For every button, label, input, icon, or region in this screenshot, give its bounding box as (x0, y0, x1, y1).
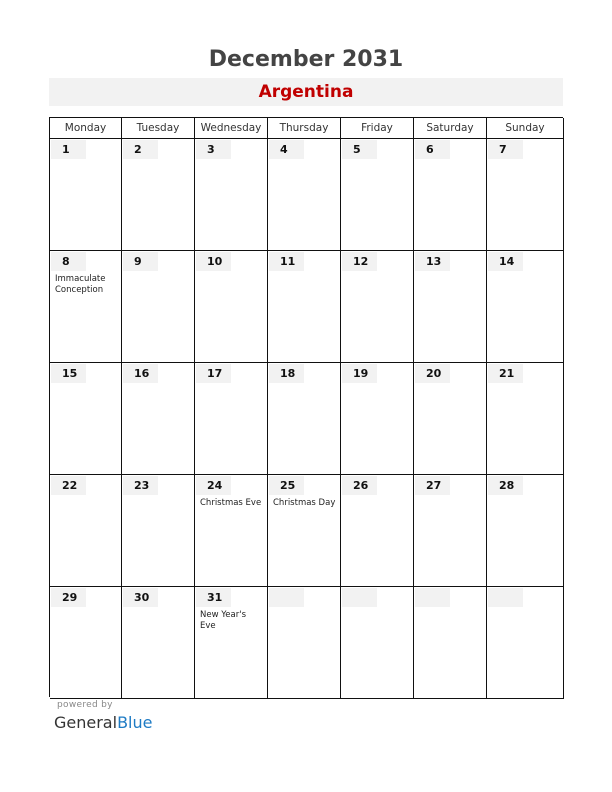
day-number: 3 (196, 140, 231, 159)
weekday-saturday: Saturday (414, 118, 487, 139)
day-number (415, 588, 450, 607)
weekday-monday: Monday (50, 118, 122, 139)
day-number: 10 (196, 252, 231, 271)
day-cell (50, 251, 122, 363)
day-cell (195, 475, 268, 587)
day-number: 11 (269, 252, 304, 271)
holiday-label: Christmas Day (273, 498, 336, 508)
day-cell (268, 139, 341, 251)
powered-by-text: powered by (57, 700, 113, 710)
day-cell (487, 475, 564, 587)
holiday-label: New Year's Eve (200, 610, 247, 631)
day-number (488, 588, 523, 607)
weekday-sunday: Sunday (487, 118, 564, 139)
day-number: 18 (269, 364, 304, 383)
day-number: 12 (342, 252, 377, 271)
day-cell (414, 587, 487, 699)
day-number: 13 (415, 252, 450, 271)
day-cell (414, 139, 487, 251)
day-cell (487, 587, 564, 699)
day-number: 21 (488, 364, 523, 383)
holiday-label: Immaculate Conception (55, 274, 106, 295)
logo-blue-text: Blue (117, 713, 153, 732)
day-cell (50, 587, 122, 699)
day-number: 20 (415, 364, 450, 383)
holiday-label: Christmas Eve (200, 498, 262, 508)
day-number: 14 (488, 252, 523, 271)
day-cell (414, 251, 487, 363)
week-row (50, 251, 563, 363)
weekday-wednesday: Wednesday (195, 118, 268, 139)
day-cell (122, 363, 195, 475)
day-cell (268, 251, 341, 363)
day-cell (122, 251, 195, 363)
day-cell (195, 139, 268, 251)
week-row (50, 587, 563, 699)
day-cell (195, 587, 268, 699)
day-number: 30 (123, 588, 158, 607)
calendar-grid (49, 117, 563, 697)
weekday-header-row (50, 118, 563, 139)
day-number: 23 (123, 476, 158, 495)
day-cell (50, 363, 122, 475)
day-cell (122, 475, 195, 587)
day-cell (487, 139, 564, 251)
day-number: 22 (51, 476, 86, 495)
week-row (50, 475, 563, 587)
day-cell (341, 587, 414, 699)
generalblue-logo[interactable] (54, 712, 152, 734)
day-cell (195, 363, 268, 475)
day-cell (122, 139, 195, 251)
day-number: 25 (269, 476, 304, 495)
day-cell (341, 251, 414, 363)
day-number: 26 (342, 476, 377, 495)
country-name: Argentina (258, 82, 354, 102)
day-cell (341, 139, 414, 251)
day-number: 8 (51, 252, 86, 271)
logo-general-text: General (54, 713, 118, 732)
day-cell (341, 363, 414, 475)
day-number: 15 (51, 364, 86, 383)
day-number (269, 588, 304, 607)
day-cell (195, 251, 268, 363)
day-number: 24 (196, 476, 231, 495)
day-number: 16 (123, 364, 158, 383)
day-cell (487, 363, 564, 475)
day-number: 29 (51, 588, 86, 607)
day-cell (122, 587, 195, 699)
day-number: 5 (342, 140, 377, 159)
weekday-tuesday: Tuesday (122, 118, 195, 139)
day-number: 9 (123, 252, 158, 271)
day-cell (341, 475, 414, 587)
day-cell (268, 587, 341, 699)
calendar-title: December 2031 (208, 47, 404, 72)
week-row (50, 363, 563, 475)
day-number: 2 (123, 140, 158, 159)
day-number (342, 588, 377, 607)
day-number: 6 (415, 140, 450, 159)
day-cell (414, 475, 487, 587)
day-cell (268, 475, 341, 587)
country-banner (49, 78, 563, 106)
day-number: 27 (415, 476, 450, 495)
day-number: 17 (196, 364, 231, 383)
day-number: 31 (196, 588, 231, 607)
week-row (50, 139, 563, 251)
day-cell (268, 363, 341, 475)
day-cell (414, 363, 487, 475)
day-number: 4 (269, 140, 304, 159)
day-number: 19 (342, 364, 377, 383)
day-number: 7 (488, 140, 523, 159)
day-cell (50, 139, 122, 251)
day-number: 1 (51, 140, 86, 159)
day-cell (50, 475, 122, 587)
day-number: 28 (488, 476, 523, 495)
day-cell (487, 251, 564, 363)
weekday-friday: Friday (341, 118, 414, 139)
weekday-thursday: Thursday (268, 118, 341, 139)
